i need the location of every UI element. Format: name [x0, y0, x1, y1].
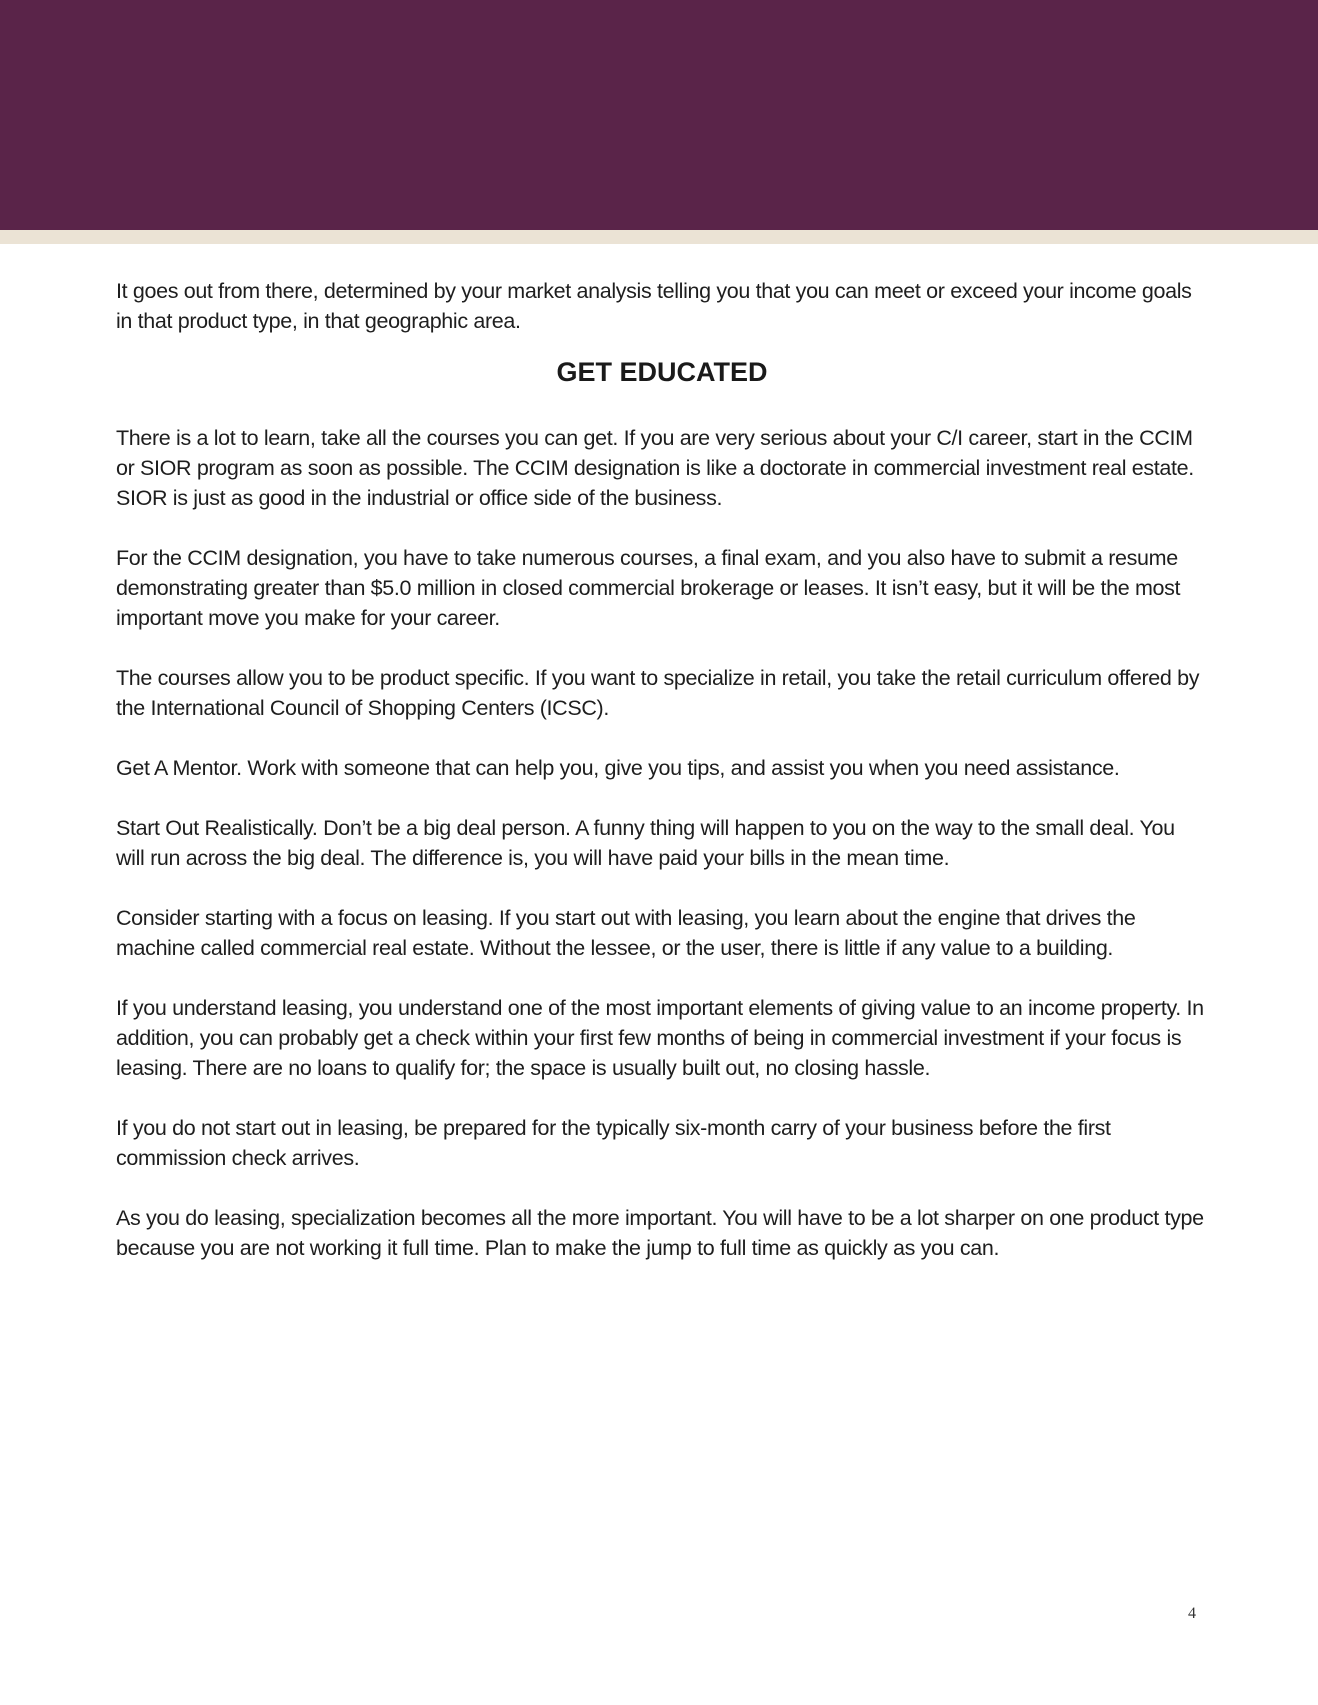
paragraph-product-specific: The courses allow you to be product specific. If you want to specialize in retail, you take the retail curriculum offered by the International Council of Shopping Centers (ICSC).: [116, 666, 1200, 720]
paragraph-six-month-carry: If you do not start out in leasing, be prepared for the typically six-month carry of your business before the first commission check arrives.: [116, 1116, 1111, 1170]
section-title: GET EDUCATED: [556, 357, 768, 387]
header-band: [0, 0, 1318, 230]
paragraph-mentor: Get A Mentor. Work with someone that can help you, give you tips, and assist you when you need assistance.: [116, 756, 1120, 780]
paragraph-understand-leasing: If you understand leasing, you understand one of the most important elements of giving value to an income property. In addition, you can probably get a check within your first few months of being in commercial investment if your focus is leasing. There are no loans to qualify for; the space is usually built out, no closing hassle.: [116, 996, 1204, 1080]
page-number: 4: [1188, 1605, 1196, 1622]
paragraph-start-realistically: Start Out Realistically. Don’t be a big deal person. A funny thing will happen to you on the way to the small deal. You will run across the big deal. The difference is, you will have paid your bills in the mean time.: [116, 816, 1175, 870]
paragraph-specialization: As you do leasing, specialization becomes all the more important. You will have to be a lot sharper on one product type because you are not working it full time. Plan to make the jump to full time as quickly as you can.: [116, 1206, 1204, 1260]
paragraph-focus-leasing: Consider starting with a focus on leasing. If you start out with leasing, you learn about the engine that drives the machine called commercial real estate. Without the lessee, or the user, there is little if any value to a building.: [116, 906, 1136, 960]
paragraph-courses: There is a lot to learn, take all the courses you can get. If you are very serious about your C/I career, start in the CCIM or SIOR program as soon as possible. The CCIM designation is like a doctorate in commercial investment real estate. SIOR is just as good in the industrial or office side of the business.: [116, 426, 1194, 510]
intro-paragraph: It goes out from there, determined by your market analysis telling you that you can meet or exceed your income goals in that product type, in that geographic area.: [116, 279, 1192, 333]
paragraph-ccim-designation: For the CCIM designation, you have to take numerous courses, a final exam, and you also have to submit a resume demonstrating greater than $5.0 million in closed commercial brokerage or leases. It isn’t easy, but it will be the most important move you make for your career.: [116, 546, 1181, 630]
page-content: [116, 276, 1208, 1263]
header-stripe: [0, 230, 1318, 244]
